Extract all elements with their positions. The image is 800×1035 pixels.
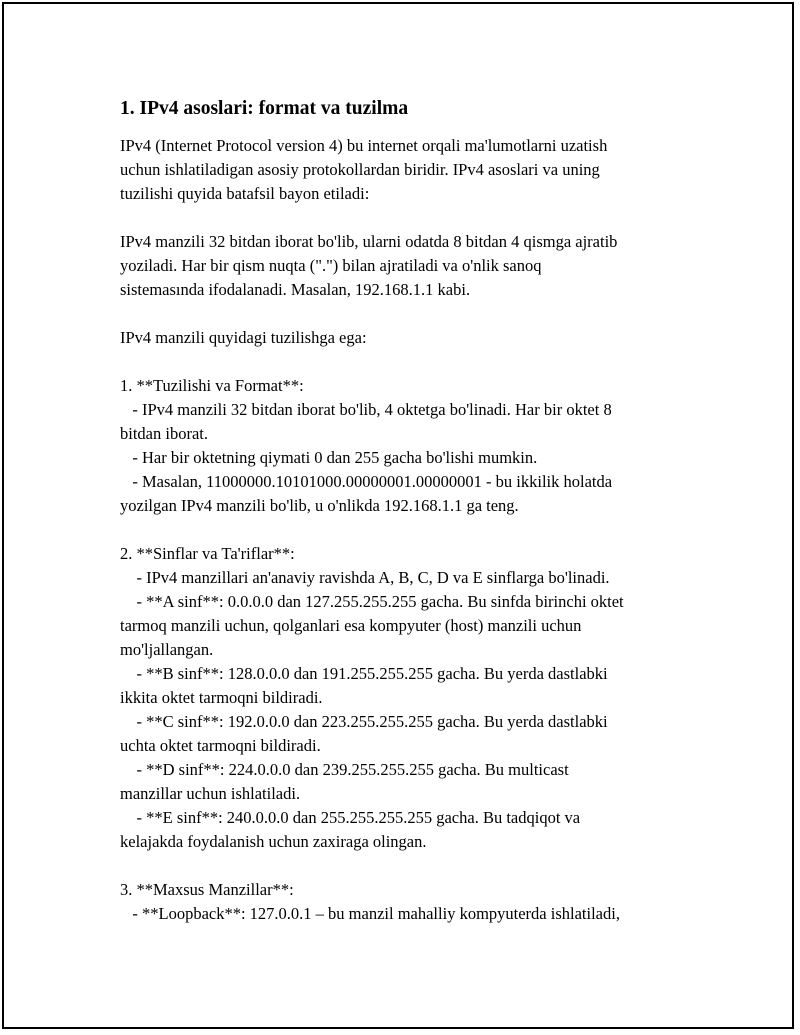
paragraph-gap [120, 350, 720, 374]
paragraph-gap [120, 302, 720, 326]
paragraph-gap [120, 518, 720, 542]
intro-paragraph: IPv4 (Internet Protocol version 4) bu internet orqali ma'lumotlarni uzatish uchun ishlatiladigan asosiy protokollardan biridir. IPv4 asoslari va uning tuzilishi quyida batafsil bayon etiladi: [120, 136, 608, 203]
paragraph-gap [120, 206, 720, 230]
special-addresses-list: 3. **Maxsus Manzillar**: - **Loopback**: 127.0.0.1 – bu manzil mahalliy kompyuterda ishlatiladi, [120, 880, 620, 923]
address-format-paragraph: IPv4 manzili 32 bitdan iborat bo'lib, ularni odatda 8 bitdan 4 qismga ajratib yoziladi. Har bir qism nuqta (".") bilan ajratiladi va o'nlik sanoq sistemasında ifodalanadi. Masalan, 192.168.1.1 kabi. [120, 232, 618, 299]
page-frame [2, 2, 794, 1029]
paragraph-gap [120, 854, 720, 878]
address-classes-list: 2. **Sinflar va Ta'riflar**: - IPv4 manzillari an'anaviy ravishda A, B, C, D va E sinflarga bo'linadi. - **A sinf**: 0.0.0.0 dan 127.255.255.255 gacha. Bu sinfda birinchi oktet tarmoq manzili uchun, qolganlari esa kompyuter (host) manzili uchun mo'ljallangan. - **B sinf**: 128.0.0.0 dan 191.255.255.255 gacha. Bu yerda dastlabki ikkita oktet tarmoqni bildiradi. - **C sinf**: 192.0.0.0 dan 223.255.255.255 gacha. Bu yerda dastlabki uchta oktet tarmoqni bildiradi. - **D sinf**: 224.0.0.0 dan 239.255.255.255 gacha. Bu multicast manzillar uchun ishlatiladi. - **E sinf**: 240.0.0.0 dan 255.255.255.255 gacha. Bu tadqiqot va kelajakda foydalanish uchun zaxiraga olingan. [120, 544, 624, 851]
structure-format-list: 1. **Tuzilishi va Format**: - IPv4 manzili 32 bitdan iborat bo'lib, 4 oktetga bo'linadi. Har bir oktet 8 bitdan iborat. - Har bir oktetning qiymati 0 dan 255 gacha bo'lishi mumkin. - Masalan, 11000000.10101000.00000001.00000001 - bu ikkilik holatda yozilgan IPv4 manzili bo'lib, u o'nlikda 192.168.1.1 ga teng. [120, 376, 613, 515]
section-heading: 1. IPv4 asoslari: format va tuzilma [120, 98, 409, 119]
structure-intro-paragraph: IPv4 manzili quyidagi tuzilishga ega: [120, 328, 367, 347]
document-body [120, 96, 720, 926]
